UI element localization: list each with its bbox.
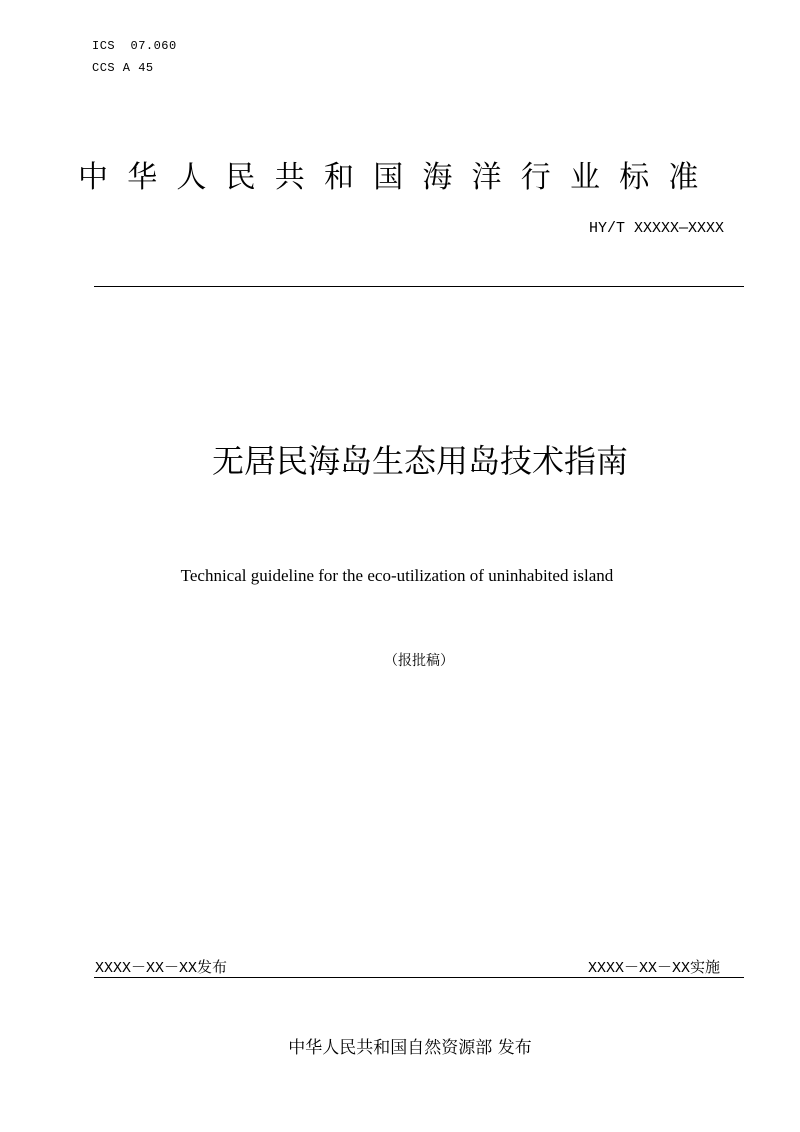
ics-code: ICS 07.060 — [92, 39, 177, 53]
publish-date: XXXX－XX－XX — [95, 960, 198, 977]
implement-date-line — [588, 956, 720, 977]
standard-number: HY/T XXXXX—XXXX — [588, 220, 724, 237]
bottom-divider — [94, 977, 744, 978]
draft-status-label: （报批稿） — [384, 653, 454, 669]
implement-label: 实施 — [689, 958, 720, 976]
publish-date-line — [95, 956, 227, 977]
publisher-name: 中华人民共和国自然资源部 发布 — [288, 1038, 532, 1058]
publish-label: 发布 — [197, 958, 228, 976]
implement-date: XXXX－XX－XX — [587, 960, 690, 977]
top-divider — [94, 286, 744, 287]
document-title-chinese: 无居民海岛生态用岛技术指南 — [211, 442, 628, 480]
standard-category-title: 中华人民共和国海洋行业标准 — [78, 160, 718, 195]
ccs-code: CCS A 45 — [92, 61, 154, 75]
document-title-english: Technical guideline for the eco-utilization of uninhabited island — [180, 566, 614, 585]
